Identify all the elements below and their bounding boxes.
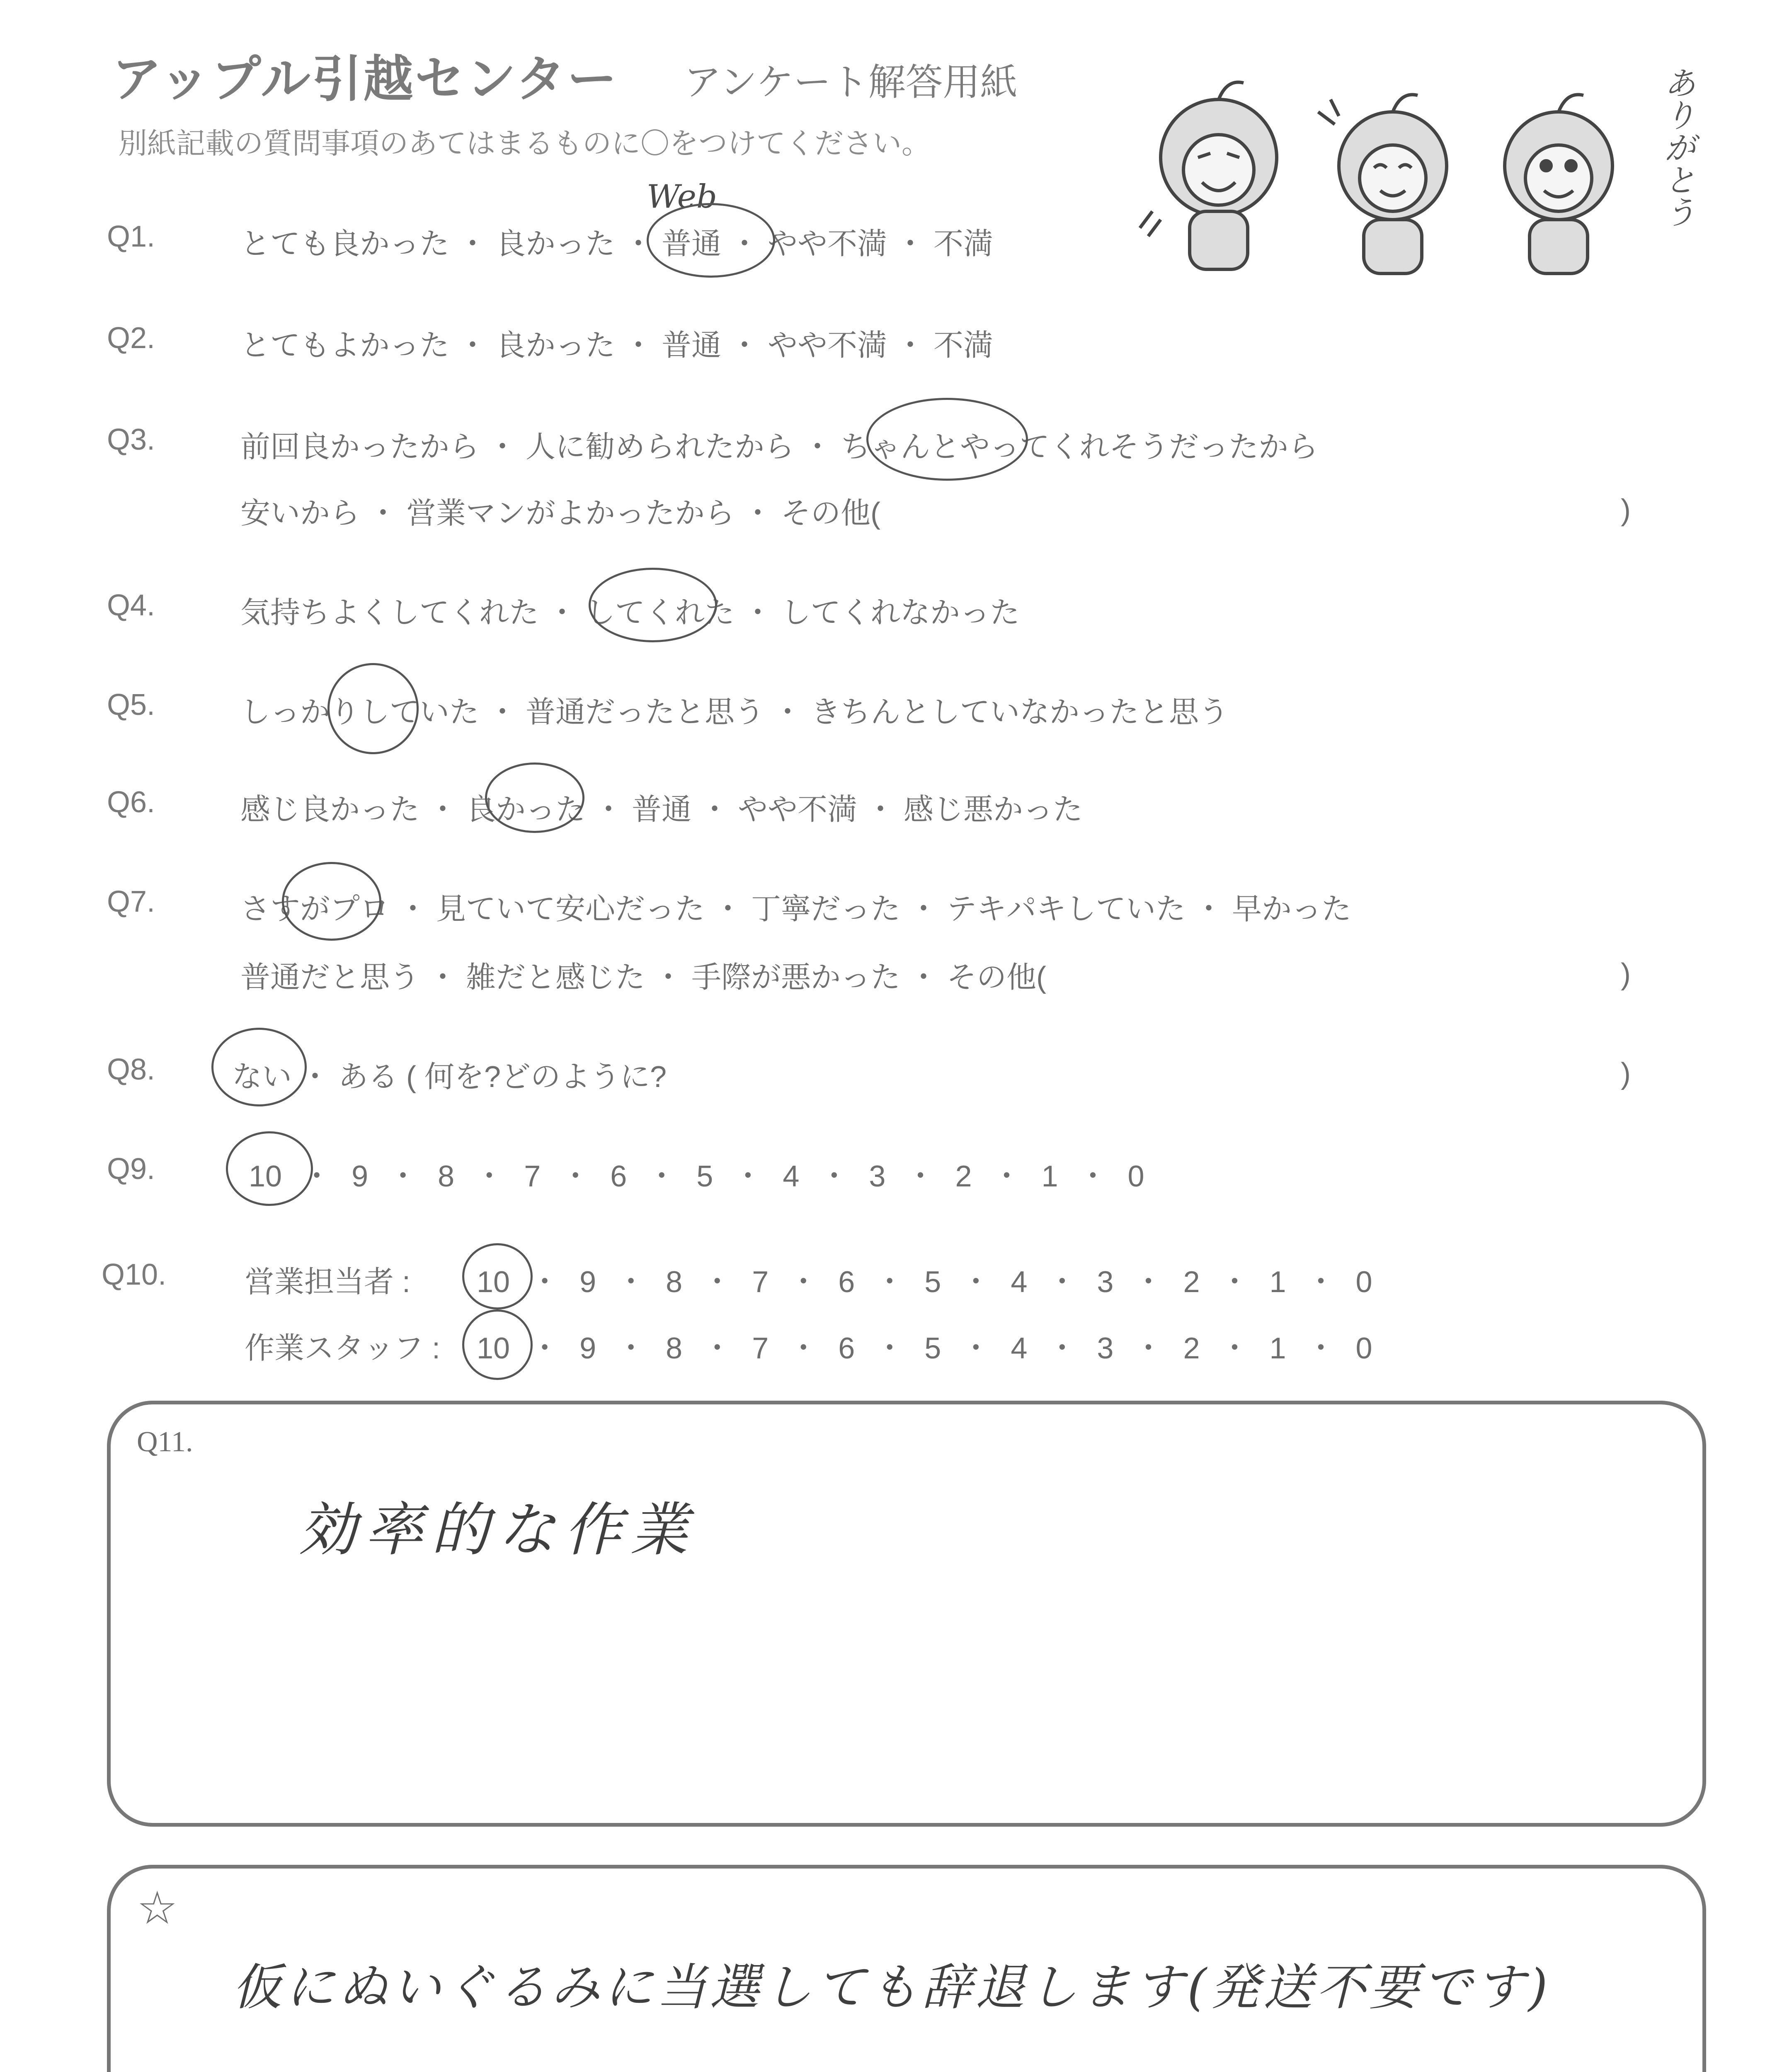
q3-options-line2[interactable]: 安いから ・ 営業マンがよかったから ・ その他( bbox=[240, 497, 880, 530]
q7-label: Q7. bbox=[107, 885, 155, 918]
q4-label: Q4. bbox=[107, 589, 155, 622]
q7-options-line1[interactable]: さすがプロ ・ 見ていて安心だった ・ 丁寧だった ・ テキパキしていた ・ 早かった bbox=[240, 893, 1352, 926]
q3-answer-circle bbox=[866, 398, 1028, 481]
q10-staff-label: 作業スタッフ : bbox=[245, 1332, 441, 1365]
q11-label: Q11. bbox=[137, 1426, 193, 1458]
q5-label: Q5. bbox=[107, 688, 155, 721]
q7-close-paren: ) bbox=[1621, 958, 1631, 991]
q11-comment-box[interactable] bbox=[107, 1401, 1706, 1827]
q10-label: Q10. bbox=[102, 1258, 167, 1291]
q1-answer-circle bbox=[647, 203, 775, 278]
star-answer: 仮にぬいぐるみに当選しても辞退します(発送不要です) bbox=[232, 1959, 1551, 2016]
q2-label: Q2. bbox=[107, 322, 155, 355]
q1-options[interactable]: とても良かった ・ 良かった ・ 普通 ・ やや不満 ・ 不満 bbox=[240, 228, 994, 261]
page-title: アップル引越センター bbox=[112, 51, 618, 107]
q10-sales-label: 営業担当者 : bbox=[245, 1266, 411, 1299]
q1-note: Web bbox=[647, 178, 717, 215]
q9-label: Q9. bbox=[107, 1152, 155, 1186]
q9-answer-circle bbox=[226, 1131, 313, 1206]
q9-scale[interactable]: 10 ・ 9 ・ 8 ・ 7 ・ 6 ・ 5 ・ 4 ・ 3 ・ 2 ・ 1 ・ 0 bbox=[249, 1160, 1144, 1193]
instruction-text: 別紙記載の質問事項のあてはまるものに〇をつけてください。 bbox=[118, 127, 931, 160]
q2-options[interactable]: とてもよかった ・ 良かった ・ 普通 ・ やや不満 ・ 不満 bbox=[240, 329, 994, 362]
q4-options[interactable]: 気持ちよくしてくれた ・ してくれた ・ してくれなかった bbox=[240, 596, 1020, 629]
page-subtitle: アンケート解答用紙 bbox=[684, 62, 1018, 103]
q10-sales-scale[interactable]: 10 ・ 9 ・ 8 ・ 7 ・ 6 ・ 5 ・ 4 ・ 3 ・ 2 ・ 1 ・ 0 bbox=[477, 1266, 1372, 1299]
q11-answer: 効率的な作業 bbox=[298, 1496, 697, 1564]
q4-answer-circle bbox=[589, 568, 717, 642]
q8-close-paren: ) bbox=[1621, 1057, 1631, 1090]
q8-answer-circle bbox=[211, 1028, 307, 1106]
q3-options-line1[interactable]: 前回良かったから ・ 人に勧められたから ・ ちゃんとやってくれそうだったから bbox=[240, 431, 1319, 464]
q10-staff-answer-circle bbox=[462, 1310, 533, 1380]
q6-options[interactable]: 感じ良かった ・ 良かった ・ 普通 ・ やや不満 ・ 感じ悪かった bbox=[240, 793, 1083, 826]
q5-options[interactable]: しっかりしていた ・ 普通だったと思う ・ きちんとしていなかったと思う bbox=[240, 696, 1229, 729]
q3-label: Q3. bbox=[107, 423, 155, 456]
q10-sales-answer-circle bbox=[462, 1243, 533, 1310]
q8-label: Q8. bbox=[107, 1053, 155, 1086]
q3-close-paren: ) bbox=[1621, 494, 1631, 527]
q1-label: Q1. bbox=[107, 220, 155, 253]
q8-options[interactable]: ない ・ ある ( 何を?どのように? bbox=[232, 1060, 667, 1094]
thanks-text: ありがとう bbox=[1658, 66, 1696, 228]
q5-answer-circle bbox=[327, 663, 419, 754]
q10-staff-scale[interactable]: 10 ・ 9 ・ 8 ・ 7 ・ 6 ・ 5 ・ 4 ・ 3 ・ 2 ・ 1 ・ 0 bbox=[477, 1332, 1372, 1365]
q6-label: Q6. bbox=[107, 786, 155, 819]
q6-answer-circle bbox=[485, 762, 584, 833]
q7-answer-circle bbox=[282, 862, 381, 941]
q7-options-line2[interactable]: 普通だと思う ・ 雑だと感じた ・ 手際が悪かった ・ その他( bbox=[240, 961, 1047, 994]
mascot-group bbox=[1136, 62, 1716, 278]
star-icon: ☆ bbox=[137, 1883, 178, 1934]
